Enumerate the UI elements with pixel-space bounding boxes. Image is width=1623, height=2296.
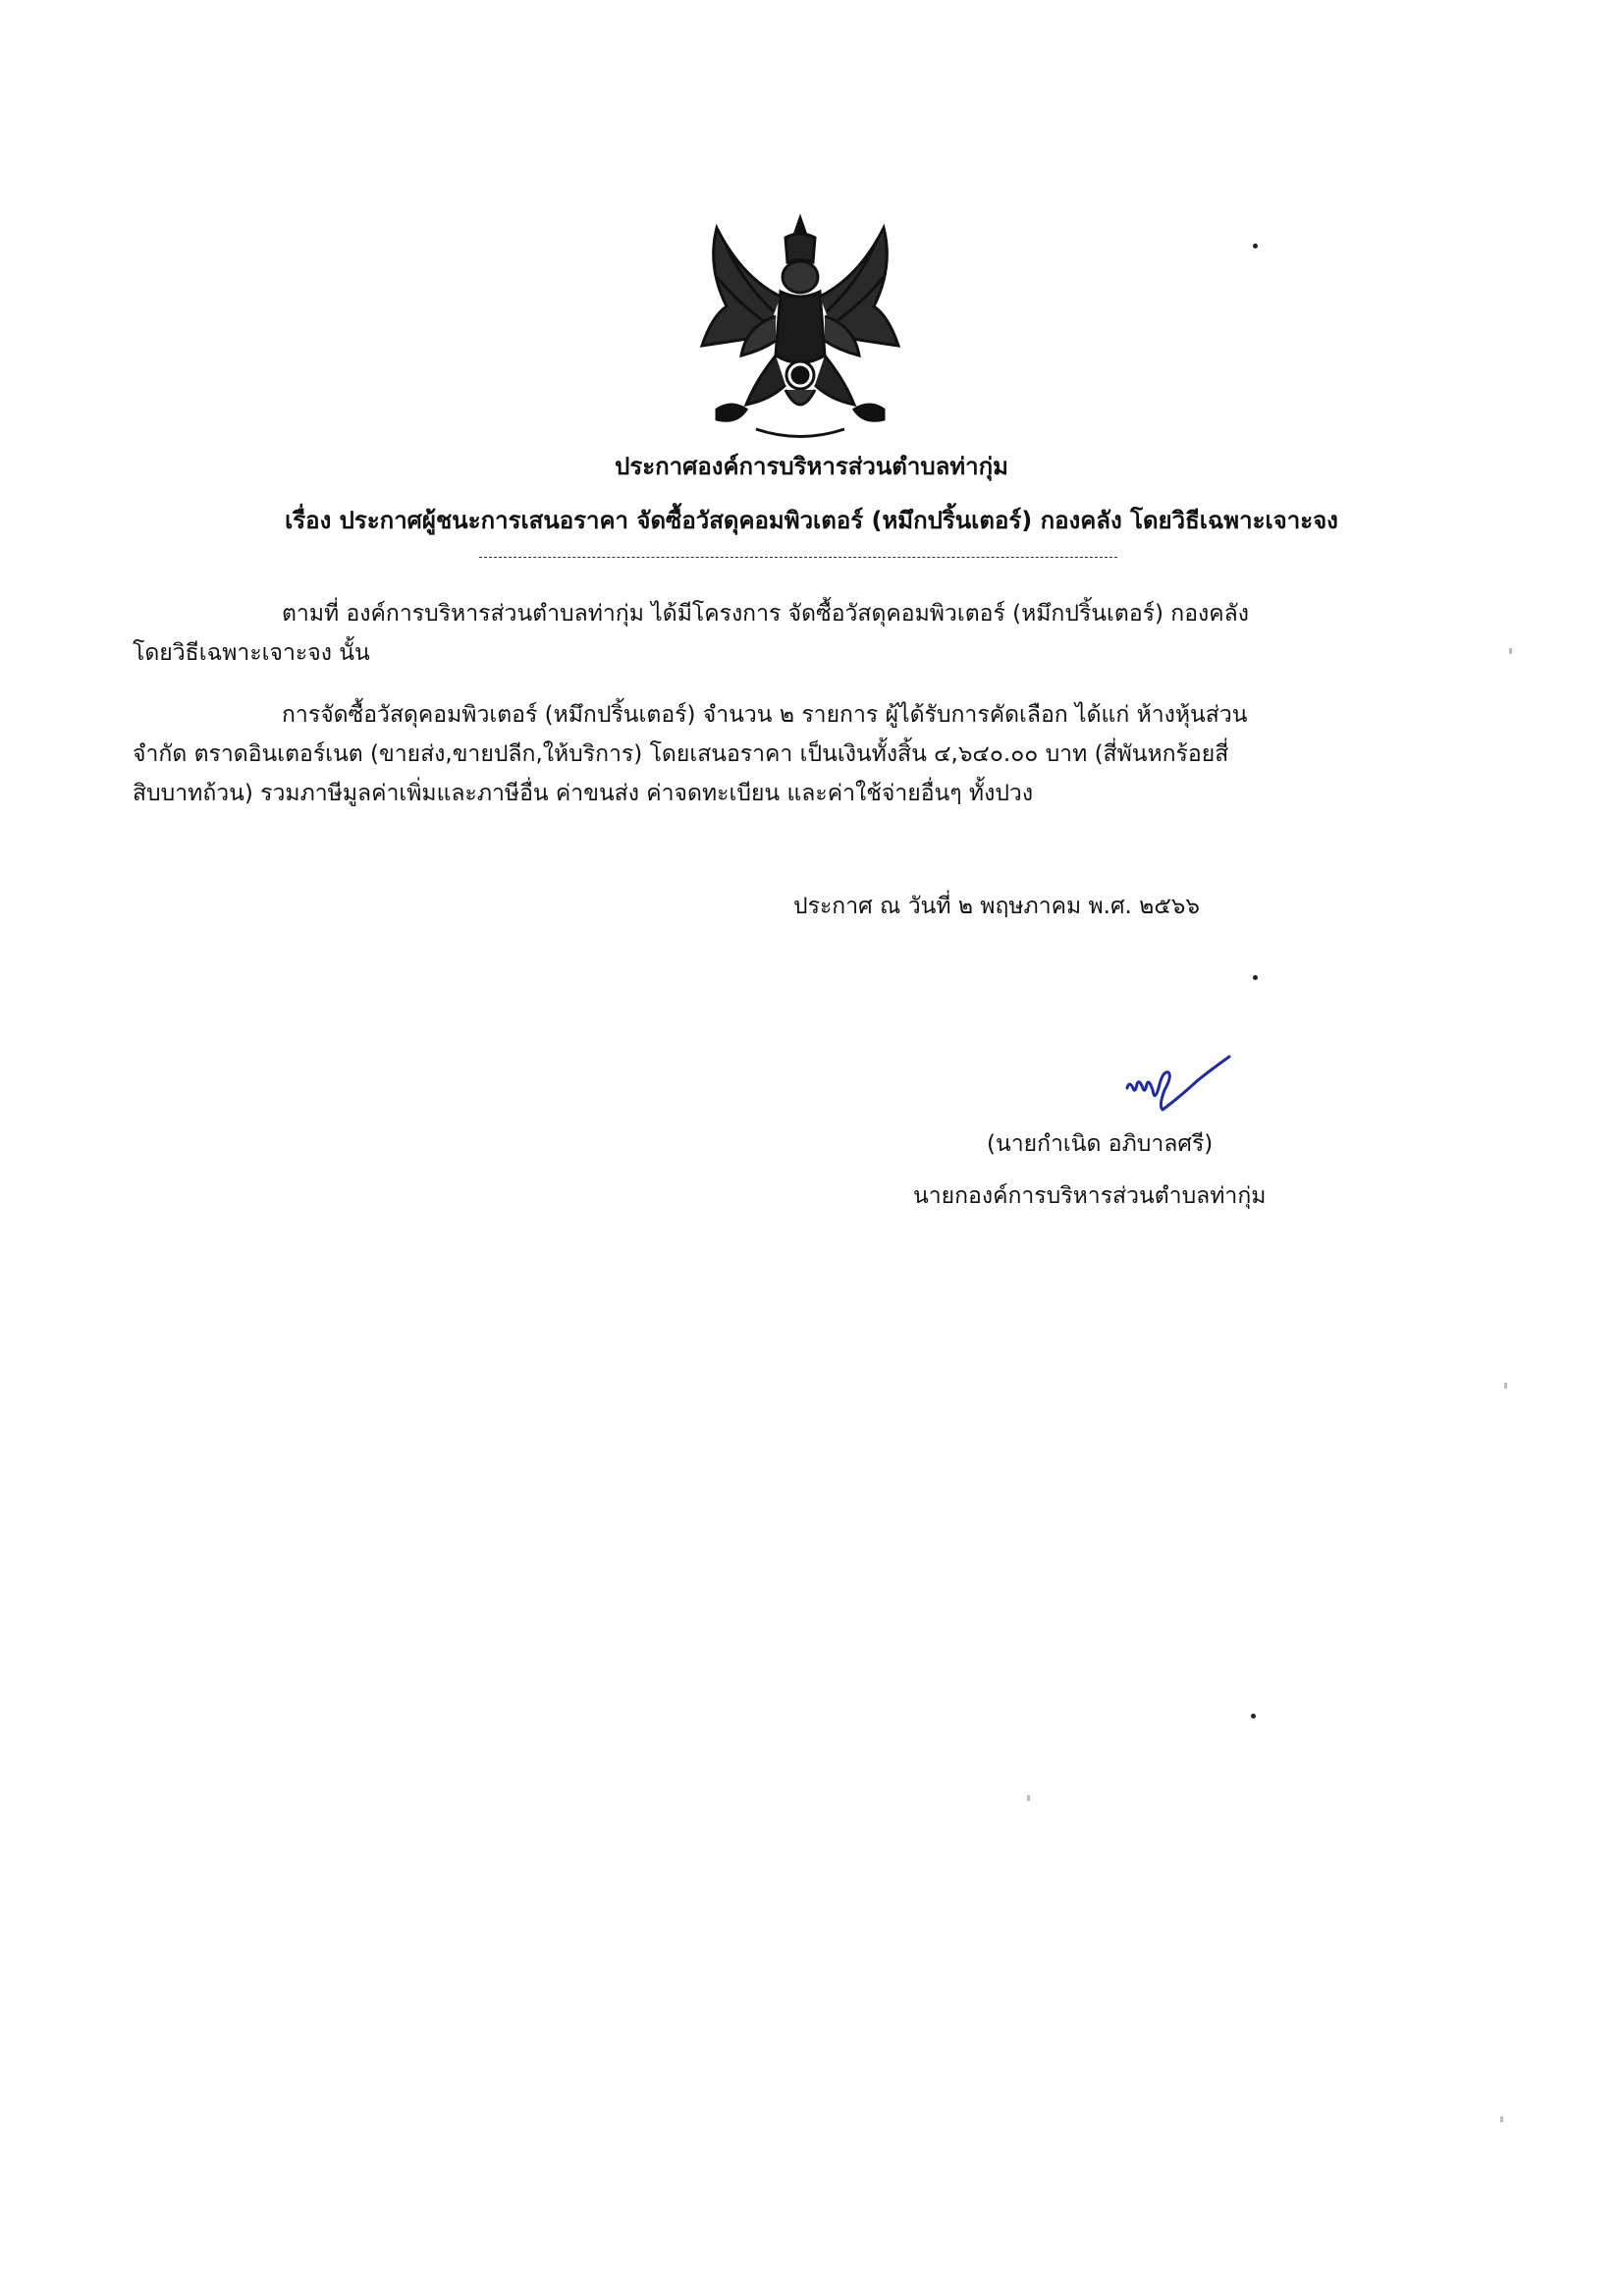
scan-mark <box>1500 2116 1503 2122</box>
title-separator <box>479 557 1117 558</box>
scan-speck <box>1253 975 1258 980</box>
signer-position: นายกองค์การบริหารส่วนตำบลท่ากุ่ม <box>913 1183 1267 1209</box>
scan-speck <box>1253 244 1258 248</box>
signature-icon <box>1119 1051 1237 1120</box>
paragraph-background <box>133 594 1463 673</box>
announcement-date: ประกาศ ณ วันที่ ๒ พฤษภาคม พ.ศ. ๒๕๖๖ <box>793 894 1200 919</box>
scan-speck <box>1251 1714 1256 1719</box>
paragraph-line: ตามที่ องค์การบริหารส่วนตำบลท่ากุ่ม ได้มีโครงการ จัดซื้อวัสดุคอมพิวเตอร์ (หมึกปริ้นเตอร์) กองคลัง <box>282 601 1249 627</box>
paragraph-line: จำกัด ตราดอินเตอร์เนต (ขายส่ง,ขายปลีก,ให้บริการ) โดยเสนอราคา เป็นเงินทั้งสิ้น ๔,๖๔๐.๐๐ บาท (สี่พันหกร้อยสี่ <box>133 741 1229 767</box>
paragraph-line: การจัดซื้อวัสดุคอมพิวเตอร์ (หมึกปริ้นเตอร์) จำนวน ๒ รายการ ผู้ได้รับการคัดเลือก ได้แก่ ห้างหุ้นส่วน <box>282 702 1248 728</box>
paragraph-line: โดยวิธีเฉพาะเจาะจง นั้น <box>133 640 370 666</box>
paragraph-line: สิบบาทถ้วน) รวมภาษีมูลค่าเพิ่มและภาษีอื่น ค่าขนส่ง ค่าจดทะเบียน และค่าใช้จ่ายอื่นๆ ทั้งปวง <box>133 781 1034 806</box>
garuda-emblem-icon <box>687 208 913 444</box>
paragraph-winner <box>133 695 1463 813</box>
document-title: ประกาศองค์การบริหารส่วนตำบลท่ากุ่ม <box>615 453 1008 480</box>
scan-mark <box>1509 648 1512 654</box>
scan-mark <box>1027 1795 1030 1801</box>
document-subject: เรื่อง ประกาศผู้ชนะการเสนอราคา จัดซื้อวัสดุคอมพิวเตอร์ (หมึกปริ้นเตอร์) กองคลัง โดยวิธีเฉพาะเจาะจง <box>285 507 1338 534</box>
scan-mark <box>1504 1383 1507 1389</box>
signer-name: (นายกำเนิด อภิบาลศรี) <box>987 1131 1214 1157</box>
